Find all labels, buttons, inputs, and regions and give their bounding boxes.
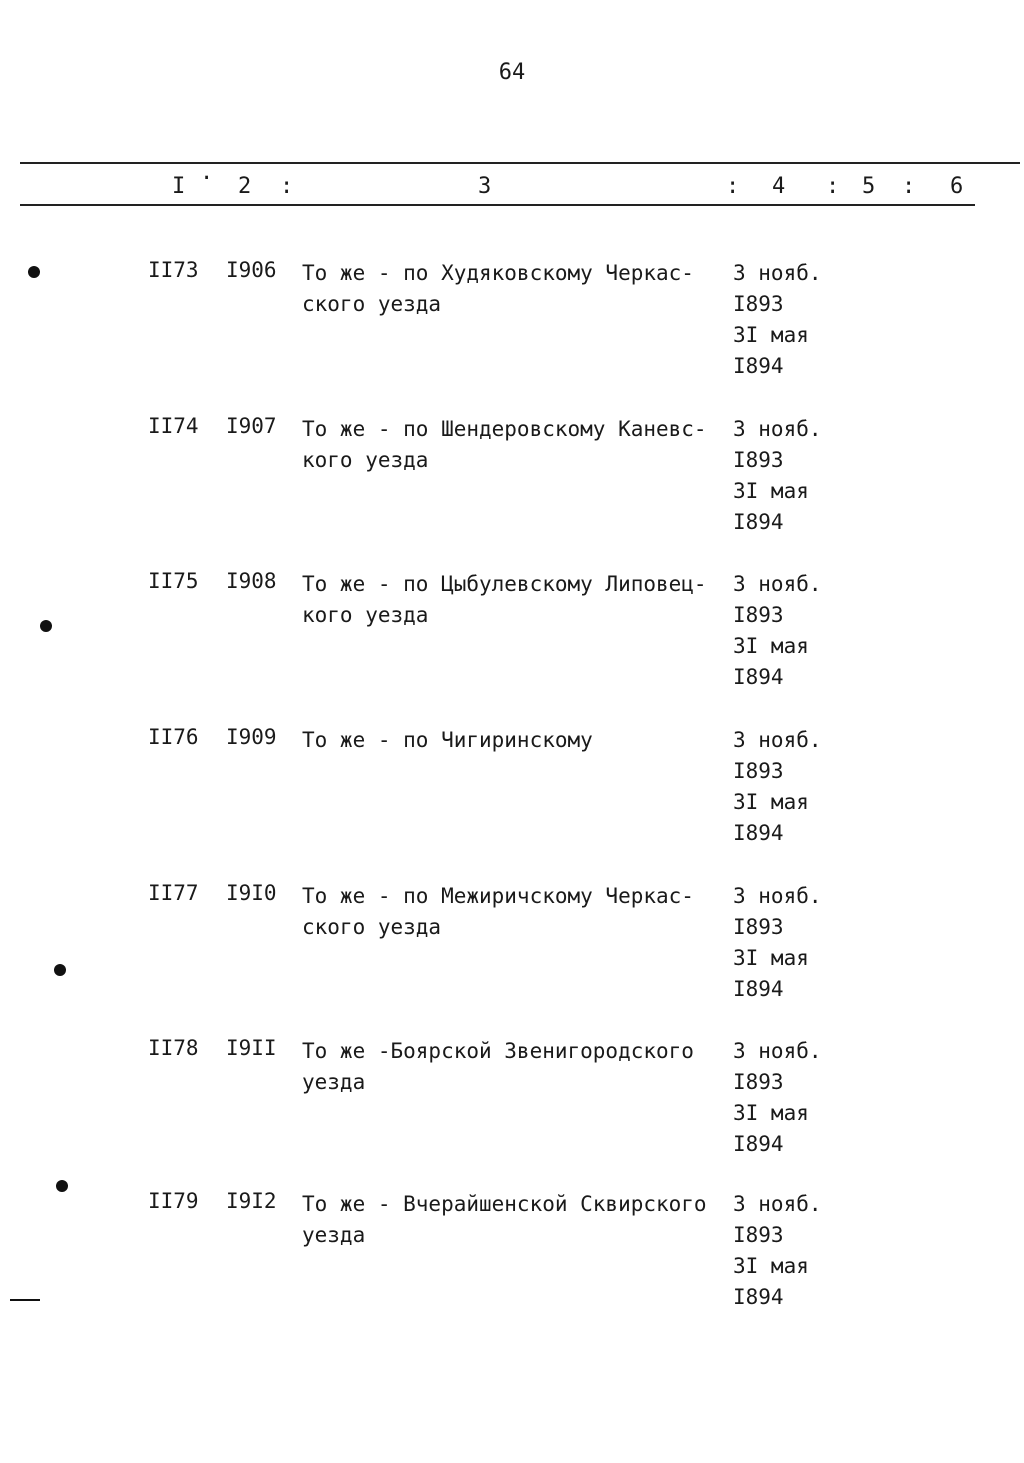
record-old-number: I9I2 xyxy=(226,1189,277,1213)
record-old-number: I9II xyxy=(226,1036,277,1060)
date-end: 3I мая xyxy=(733,634,809,658)
col-separator: : xyxy=(280,174,294,199)
punch-hole-mark xyxy=(40,620,52,632)
year-start: I893 xyxy=(733,759,784,783)
col-header-2: 2 xyxy=(238,174,252,199)
date-end: 3I мая xyxy=(733,1254,809,1278)
record-description: То же - по Чигиринскому xyxy=(302,728,593,752)
record-dates xyxy=(733,881,822,1005)
year-start: I893 xyxy=(733,292,784,316)
record-old-number: I908 xyxy=(226,569,277,593)
year-end: I894 xyxy=(733,1285,784,1309)
date-start: 3 нояб. xyxy=(733,261,822,285)
year-end: I894 xyxy=(733,354,784,378)
year-start: I893 xyxy=(733,603,784,627)
date-start: 3 нояб. xyxy=(733,1039,822,1063)
date-start: 3 нояб. xyxy=(733,417,822,441)
year-end: I894 xyxy=(733,1132,784,1156)
record-number: II74 xyxy=(148,414,199,438)
year-start: I893 xyxy=(733,448,784,472)
col-header-3: 3 xyxy=(478,174,492,199)
date-end: 3I мая xyxy=(733,323,809,347)
record-description: То же -Боярской Звенигородского уезда xyxy=(302,1039,694,1094)
record-old-number: I909 xyxy=(226,725,277,749)
record-description: То же - по Шендеровскому Каневс- кого уезда xyxy=(302,417,707,472)
year-start: I893 xyxy=(733,915,784,939)
date-end: 3I мая xyxy=(733,479,809,503)
header-rule-top xyxy=(20,162,1020,164)
table-row xyxy=(0,414,1024,564)
table-row xyxy=(0,1036,1024,1186)
col-separator: : xyxy=(826,174,840,199)
record-dates xyxy=(733,414,822,538)
record-description: То же - по Худяковскому Черкас- ского уезда xyxy=(302,261,694,316)
table-row xyxy=(0,258,1024,408)
header-rule-bottom xyxy=(20,204,975,206)
record-number: II78 xyxy=(148,1036,199,1060)
col-separator: : xyxy=(726,174,740,199)
page-number: 64 xyxy=(498,60,526,85)
col-separator: : xyxy=(902,174,916,199)
col-header-6: 6 xyxy=(950,174,964,199)
margin-mark xyxy=(10,1299,40,1301)
record-dates xyxy=(733,1189,822,1313)
record-number: II79 xyxy=(148,1189,199,1213)
table-row xyxy=(0,725,1024,875)
record-number: II77 xyxy=(148,881,199,905)
date-start: 3 нояб. xyxy=(733,884,822,908)
record-old-number: I907 xyxy=(226,414,277,438)
record-description: То же - по Цыбулевскому Липовец- кого уезда xyxy=(302,572,707,627)
col-header-5: 5 xyxy=(862,174,876,199)
date-end: 3I мая xyxy=(733,790,809,814)
date-start: 3 нояб. xyxy=(733,1192,822,1216)
year-end: I894 xyxy=(733,510,784,534)
record-old-number: I9I0 xyxy=(226,881,277,905)
record-description: То же - Вчерайшенской Сквирского уезда xyxy=(302,1192,707,1247)
record-description: То же - по Межиричскому Черкас- ского уезда xyxy=(302,884,694,939)
record-number: II73 xyxy=(148,258,199,282)
record-old-number: I906 xyxy=(226,258,277,282)
record-dates xyxy=(733,1036,822,1160)
table-row xyxy=(0,1189,1024,1339)
date-start: 3 нояб. xyxy=(733,728,822,752)
punch-hole-mark xyxy=(28,266,40,278)
year-start: I893 xyxy=(733,1070,784,1094)
date-start: 3 нояб. xyxy=(733,572,822,596)
table-row xyxy=(0,881,1024,1031)
date-end: 3I мая xyxy=(733,946,809,970)
punch-hole-mark xyxy=(54,964,66,976)
table-row xyxy=(0,569,1024,719)
col-header-1: I xyxy=(172,174,186,199)
year-end: I894 xyxy=(733,665,784,689)
record-number: II75 xyxy=(148,569,199,593)
col-header-4: 4 xyxy=(772,174,786,199)
record-number: II76 xyxy=(148,725,199,749)
record-dates xyxy=(733,725,822,849)
date-end: 3I мая xyxy=(733,1101,809,1125)
record-dates xyxy=(733,569,822,693)
punch-hole-mark xyxy=(56,1180,68,1192)
year-end: I894 xyxy=(733,977,784,1001)
year-end: I894 xyxy=(733,821,784,845)
record-dates xyxy=(733,258,822,382)
year-start: I893 xyxy=(733,1223,784,1247)
col-separator: · xyxy=(200,166,214,191)
